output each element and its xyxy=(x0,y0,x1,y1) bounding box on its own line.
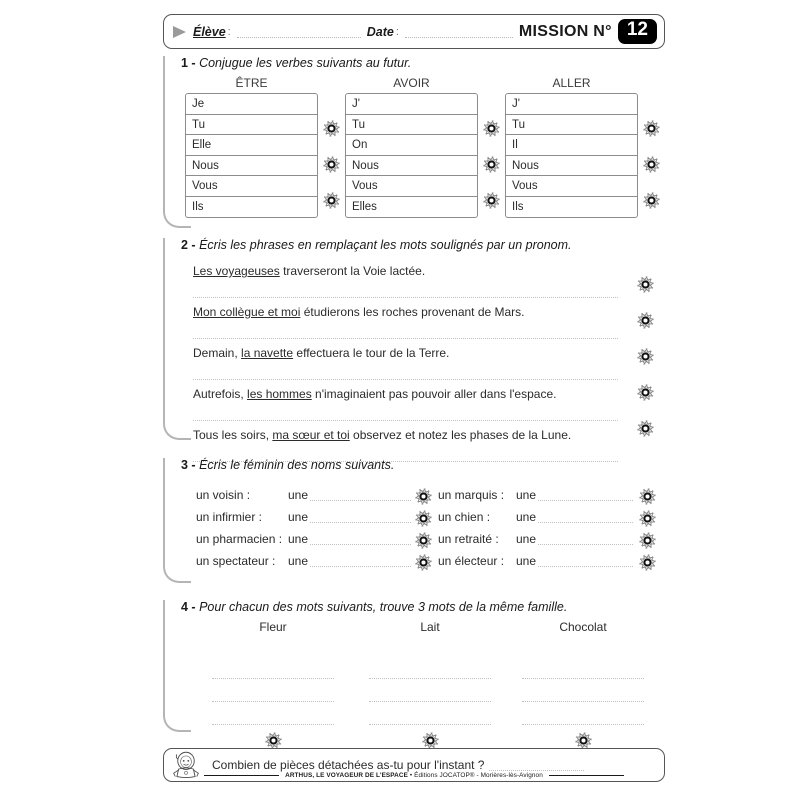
noun-answer-field[interactable] xyxy=(310,511,411,523)
noun-row xyxy=(196,488,411,502)
date-colon: : xyxy=(395,25,399,38)
footer-answer-field[interactable] xyxy=(489,759,584,771)
family-word: Lait xyxy=(420,620,440,634)
verb-title-aller: ALLER xyxy=(552,76,591,90)
gear-icon xyxy=(483,192,500,209)
family-answer-line[interactable] xyxy=(369,656,491,679)
exercise-2-number: 2 - xyxy=(181,238,196,252)
credit-text xyxy=(285,772,543,779)
verb-row[interactable]: Ils xyxy=(192,200,204,213)
sentence-text xyxy=(193,386,618,402)
gear-strip-aller xyxy=(643,98,661,223)
gear-icon xyxy=(415,532,432,549)
gear-icon xyxy=(323,156,340,173)
verb-row[interactable]: Tu xyxy=(506,115,637,136)
family-word: Chocolat xyxy=(559,620,607,634)
gear-icon xyxy=(637,312,654,329)
verb-column-etre xyxy=(185,76,318,218)
sentence-text xyxy=(193,427,618,443)
sentence-list xyxy=(193,263,618,462)
date-label: Date xyxy=(366,24,394,39)
credit-rule-left xyxy=(204,775,279,777)
family-answer-line[interactable] xyxy=(522,656,644,679)
noun-feminine-article: une xyxy=(288,554,309,568)
credit-title: ARTHUS, LE VOYAGEUR DE L'ESPACE xyxy=(285,772,408,779)
noun-feminine-article: une xyxy=(516,488,537,502)
exercise-1 xyxy=(163,56,665,231)
noun-feminine-article: une xyxy=(288,510,309,524)
verb-row[interactable]: Tu xyxy=(346,115,477,136)
gear-icon xyxy=(639,554,656,571)
family-answer-line[interactable] xyxy=(369,679,491,702)
sentence-underlined: les hommes xyxy=(247,387,312,401)
exercise-4-number: 4 - xyxy=(181,600,196,614)
noun-feminine-article: une xyxy=(288,532,309,546)
gear-icon xyxy=(265,732,282,749)
family-answer-line[interactable] xyxy=(212,702,334,725)
noun-row xyxy=(196,554,411,568)
gear-icon xyxy=(637,276,654,293)
family-answer-line[interactable] xyxy=(212,656,334,679)
exercise-2-heading xyxy=(181,238,571,252)
sentence-pre: Tous les soirs, xyxy=(193,428,273,442)
gear-icon xyxy=(637,384,654,401)
exercise-1-instruction: Conjugue les verbes suivants au futur. xyxy=(199,56,412,70)
exercise-1-heading xyxy=(181,56,411,70)
credit-separator: • xyxy=(409,772,413,779)
sentence-underlined: la navette xyxy=(241,346,294,360)
verb-row[interactable]: Vous xyxy=(506,176,637,197)
noun-feminine-article: une xyxy=(516,510,537,524)
verb-row[interactable]: On xyxy=(346,135,477,156)
gear-icon xyxy=(637,348,654,365)
noun-feminine-article: une xyxy=(288,488,309,502)
sentence-text xyxy=(193,345,618,361)
gear-icon xyxy=(637,420,654,437)
gear-icon xyxy=(323,120,340,137)
gear-icon xyxy=(639,510,656,527)
page-header xyxy=(163,14,665,49)
verb-title-etre: ÊTRE xyxy=(235,76,268,90)
noun-masculine: un voisin : xyxy=(196,488,251,502)
exercise-3-heading xyxy=(181,458,394,472)
noun-masculine: un chien : xyxy=(438,510,491,524)
gear-icon xyxy=(643,156,660,173)
verb-row[interactable]: J' xyxy=(346,94,477,115)
answer-line[interactable] xyxy=(193,323,618,339)
gear-icon xyxy=(643,192,660,209)
credit-rule-right xyxy=(549,775,624,777)
exercise-3-instruction: Écris le féminin des noms suivants. xyxy=(199,458,395,472)
verb-table-aller xyxy=(505,93,638,218)
noun-row xyxy=(196,532,411,546)
noun-row xyxy=(438,532,633,546)
noun-row xyxy=(196,510,411,524)
exercise-4 xyxy=(163,600,665,735)
sentence-underlined: Les voyageuses xyxy=(193,264,280,278)
mission-number-badge: 12 xyxy=(618,19,657,44)
verb-row[interactable]: J' xyxy=(506,94,637,115)
sentence-text xyxy=(193,263,618,279)
noun-answer-field[interactable] xyxy=(310,489,411,501)
noun-answer-field[interactable] xyxy=(538,555,633,567)
section-bracket xyxy=(163,238,191,440)
exercise-4-heading xyxy=(181,600,567,614)
noun-answer-field[interactable] xyxy=(538,533,633,545)
verb-column-aller xyxy=(505,76,638,218)
verb-row[interactable]: Je xyxy=(186,94,317,115)
noun-answer-field[interactable] xyxy=(310,555,411,567)
noun-row xyxy=(438,510,633,524)
verb-row[interactable]: Elles xyxy=(352,200,377,213)
gear-strip-avoir xyxy=(483,98,501,223)
mission-title: MISSION N° xyxy=(518,22,612,40)
noun-masculine: un spectateur : xyxy=(196,554,276,568)
sentence-pre: Autrefois, xyxy=(193,387,248,401)
family-column-fleur xyxy=(198,620,348,750)
verb-row[interactable]: Il xyxy=(506,135,637,156)
verb-row[interactable]: Vous xyxy=(346,176,477,197)
gear-icon xyxy=(643,120,660,137)
sentence-pre: Demain, xyxy=(193,346,242,360)
verb-row[interactable]: Ils xyxy=(512,200,524,213)
verb-table-avoir xyxy=(345,93,478,218)
noun-masculine: un marquis : xyxy=(438,488,505,502)
footer-question: Combien de pièces détachées as-tu pour l'instant ? xyxy=(212,758,485,772)
verb-row[interactable]: Nous xyxy=(506,156,637,177)
sentence-underlined: Mon collègue et moi xyxy=(193,305,301,319)
noun-masculine: un retraité : xyxy=(438,532,499,546)
sentence-post: étudierons les roches provenant de Mars. xyxy=(300,305,525,319)
verb-row[interactable]: Nous xyxy=(346,156,477,177)
verb-title-avoir: AVOIR xyxy=(393,76,430,90)
gear-icon xyxy=(415,488,432,505)
noun-feminine-article: une xyxy=(516,532,537,546)
triangle-right-icon xyxy=(173,26,186,38)
noun-row xyxy=(438,554,633,568)
gear-icon xyxy=(323,192,340,209)
answer-line[interactable] xyxy=(193,364,618,380)
family-column-lait xyxy=(355,620,505,750)
exercise-2-instruction: Écris les phrases en remplaçant les mots soulignés par un pronom. xyxy=(199,238,572,252)
verb-row[interactable]: Nous xyxy=(186,156,317,177)
family-answer-line[interactable] xyxy=(522,679,644,702)
family-answer-line[interactable] xyxy=(522,702,644,725)
family-answer-line[interactable] xyxy=(212,679,334,702)
answer-line[interactable] xyxy=(193,282,618,298)
gear-icon xyxy=(422,732,439,749)
exercise-4-instruction: Pour chacun des mots suivants, trouve 3 mots de la même famille. xyxy=(199,600,568,614)
noun-answer-field[interactable] xyxy=(538,511,633,523)
section-bracket xyxy=(163,458,191,583)
exercise-3 xyxy=(163,458,665,586)
sentence-text xyxy=(193,304,618,320)
sentence-underlined: ma sœur et toi xyxy=(272,428,350,442)
gear-icon xyxy=(483,120,500,137)
exercise-1-number: 1 - xyxy=(181,56,196,70)
noun-masculine: un infirmier : xyxy=(196,510,263,524)
noun-masculine: un électeur : xyxy=(438,554,505,568)
sentence-post: observez et notez les phases de la Lune. xyxy=(349,428,572,442)
exercise-2 xyxy=(163,238,665,443)
noun-answer-field[interactable] xyxy=(538,489,633,501)
gear-strip-etre xyxy=(323,98,341,223)
student-colon: : xyxy=(227,25,231,38)
sentence-post: effectuera le tour de la Terre. xyxy=(293,346,450,360)
gear-icon xyxy=(415,554,432,571)
gear-icon xyxy=(639,488,656,505)
gear-icon xyxy=(483,156,500,173)
sentence-post: traverseront la Voie lactée. xyxy=(279,264,426,278)
noun-masculine: un pharmacien : xyxy=(196,532,283,546)
verb-row[interactable]: Vous xyxy=(186,176,317,197)
verb-row[interactable]: Elle xyxy=(186,135,317,156)
credit-publisher: Éditions JOCATOP® - Morières-lès-Avignon xyxy=(414,772,543,779)
gear-icon xyxy=(575,732,592,749)
student-name-field[interactable] xyxy=(237,26,361,38)
noun-feminine-article: une xyxy=(516,554,537,568)
sentence-post: n'imaginaient pas pouvoir aller dans l'espace. xyxy=(311,387,557,401)
family-word: Fleur xyxy=(259,620,287,634)
family-column-chocolat xyxy=(508,620,658,750)
gear-icon xyxy=(415,510,432,527)
verb-table-etre xyxy=(185,93,318,218)
noun-answer-field[interactable] xyxy=(310,533,411,545)
gear-icon xyxy=(639,532,656,549)
section-bracket xyxy=(163,600,191,732)
exercise-3-number: 3 - xyxy=(181,458,196,472)
verb-row[interactable]: Tu xyxy=(186,115,317,136)
noun-row xyxy=(438,488,633,502)
family-answer-line[interactable] xyxy=(369,702,491,725)
student-label: Élève xyxy=(193,24,226,39)
date-field[interactable] xyxy=(405,26,513,38)
answer-line[interactable] xyxy=(193,405,618,421)
verb-column-avoir xyxy=(345,76,478,218)
credit-line xyxy=(163,772,665,779)
